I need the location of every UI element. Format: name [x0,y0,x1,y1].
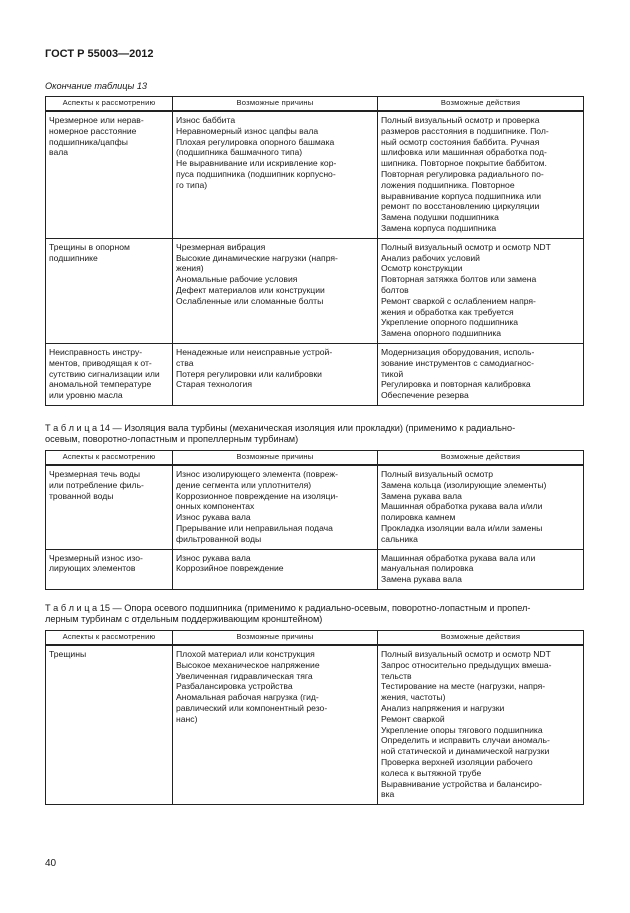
header-aspects: Аспекты к рассмотрению [46,97,173,112]
cell-line: Анализ напряжения и нагрузки [381,702,505,713]
cell-line: или потребление филь- [49,479,144,490]
table-row [46,111,584,238]
cell-line: вала [49,147,69,158]
cell-aspect [46,238,173,343]
cell-line: Замена рукава вала [381,490,462,501]
cell-line: Аномальные рабочие условия [176,274,298,285]
cell-line: Повторная регулировка радиального по- [381,168,544,179]
cell-line: размеров расстояния в подшипнике. Пол- [381,125,549,136]
caption-line: лерным турбинам с отдельным поддерживающим кронштейном) [45,614,323,624]
header-aspects: Аспекты к рассмотрению [46,631,173,646]
cell-line: болтов [381,284,409,295]
cell-line: Проверка верхней изоляции рабочего [381,756,533,767]
caption-line: Т а б л и ц а 15 — Опора осевого подшипника (применимо к радиально-осевым, поворотно-лопастным и пропел- [45,603,531,613]
cell-line: Полный визуальный осмотр и осмотр NDT [381,241,551,252]
cell-cause [173,238,378,343]
header-aspects: Аспекты к рассмотрению [46,451,173,466]
cell-line: Регулировка и повторная калибровка [381,379,531,390]
cell-line: Чрезмерная вибрация [176,241,266,252]
cell-line: Полный визуальный осмотр и проверка [381,115,540,125]
cell-line: лирующих элементов [49,563,136,574]
cell-line: колеса к вытяжной трубе [381,767,482,778]
cell-line: Разбалансировка устройства [176,681,293,692]
cell-line: Ненадежные или неисправные устрой- [176,346,333,357]
cell-line: фильтрованной воды [176,533,262,544]
header-causes: Возможные причины [173,451,378,466]
cell-action [378,238,584,343]
cell-line: или уровню масла [49,390,123,401]
cell-line: Обеспечение резерва [381,390,469,401]
cell-line: вка [381,789,395,800]
cell-line: онных компонентах [176,501,255,512]
cell-line: жения, частоты) [381,692,446,703]
cell-line: Коррозионное повреждение на изоляци- [176,490,339,501]
cell-line: ства [176,357,194,368]
cell-aspect [46,343,173,405]
cell-line: зование инструментов с самодиагнос- [381,357,534,368]
cell-line: выравнивание корпуса подшипника или [381,190,541,201]
cell-line: Неравномерный износ цапфы вала [176,125,319,136]
cell-line: сальника [381,533,418,544]
cell-action [378,645,584,805]
cell-line: Укрепление опорного подшипника [381,317,519,328]
cell-line: Укрепление опоры тягового подшипника [381,724,543,735]
cell-line: Машинная обработка рукава вала или [381,552,536,563]
header-causes: Возможные причины [173,631,378,646]
cell-action [378,549,584,589]
cell-line: дение сегмента или уплотнителя) [176,479,312,490]
cell-line: жения и обработка как требуется [381,306,514,317]
cell-line: Высокие динамические нагрузки (напря- [176,252,338,263]
header-actions: Возможные действия [378,97,584,112]
cell-line: Выравнивание устройства и балансиро- [381,778,542,789]
cell-line: Осмотр конструкции [381,263,463,274]
cell-cause [173,343,378,405]
caption-line: осевым, поворотно-лопастным и пропеллерным турбинам) [45,434,299,444]
cell-line: трованной воды [49,490,114,501]
cell-line: Замена подушки подшипника [381,212,499,223]
cell-line: Ремонт сваркой с ослаблением напря- [381,295,536,306]
cell-line: Аномальная рабочая нагрузка (гид- [176,692,319,703]
cell-line: полировка камнем [381,512,456,523]
cell-line: Дефект материалов или конструкции [176,284,325,295]
page-number: 40 [45,858,57,869]
cell-line: Высокое механическое напряжение [176,659,320,670]
cell-line: (подшипника башмачного типа) [176,147,303,158]
table13-caption: Окончание таблицы 13 [45,81,148,91]
cell-line: Запрос относительно предыдущих вмеша- [381,659,552,670]
table-15 [45,630,584,805]
cell-line: Износ рукава вала [176,512,251,523]
cell-action [378,343,584,405]
cell-line: Износ изолирующего элемента (повреж- [176,469,339,479]
cell-action [378,465,584,549]
table-row [46,343,584,405]
cell-line: нанс) [176,713,198,724]
cell-cause [173,645,378,805]
cell-line: Прокладка изоляции вала и/или замены [381,522,543,533]
cell-line: ной статической и динамической нагрузки [381,746,550,757]
cell-line: номерное расстояние [49,125,137,136]
cell-action [378,111,584,238]
cell-line: Плохой материал или конструкция [176,649,315,659]
cell-line: Прерывание или неправильная подача [176,522,333,533]
cell-line: Тестирование на месте (нагрузки, напря- [381,681,546,692]
table-13 [45,96,584,406]
cell-aspect [46,465,173,549]
cell-line: аномальной температуре [49,379,152,390]
cell-line: жения) [176,263,204,274]
cell-line: подшипнике [49,252,98,263]
cell-aspect [46,549,173,589]
cell-line: шлифовка или машинная обработка под- [381,147,547,158]
cell-line: Износ рукава вала [176,552,251,563]
cell-line: Чрезмерный износ изо- [49,552,143,563]
cell-line: Ослабленные или сломанные болты [176,295,324,306]
document-header: ГОСТ Р 55003—2012 [45,48,154,60]
cell-line: Определить и исправить случаи аномаль- [381,735,550,746]
cell-line: Старая технология [176,379,252,390]
table-row [46,465,584,549]
cell-line: Трещины в опорном [49,241,130,252]
cell-line: мануальная полировка [381,563,474,574]
cell-line: Увеличенная гидравлическая тяга [176,670,313,681]
cell-line: Анализ рабочих условий [381,252,480,263]
cell-line: Плохая регулировка опорного башмака [176,136,335,147]
cell-line: Чрезмерное или нерав- [49,115,144,125]
cell-line: Потеря регулировки или калибровки [176,368,322,379]
cell-line: Замена опорного подшипника [381,328,502,339]
cell-line: Замена корпуса подшипника [381,222,497,233]
table-14 [45,450,584,590]
cell-line: Чрезмерная течь воды [49,469,140,479]
caption-line: Т а б л и ц а 14 — Изоляция вала турбины (механическая изоляция или прокладки) (применимо к радиально- [45,423,516,433]
cell-line: пуса подшипника (подшипник корпусно- [176,168,336,179]
cell-line: ложения подшипника. Повторное [381,179,515,190]
cell-line: го типа) [176,179,208,190]
cell-line: Не выравнивание или искривление кор- [176,158,337,169]
cell-line: Трещины [49,649,87,659]
cell-line: Замена рукава вала [381,574,462,585]
cell-cause [173,111,378,238]
cell-cause [173,465,378,549]
cell-line: Повторная затяжка болтов или замена [381,274,537,285]
cell-line: шипника. Повторное покрытие баббитом. [381,158,547,169]
cell-line: Износ баббита [176,115,236,125]
cell-line: тикой [381,368,404,379]
cell-line: Модернизация оборудования, исполь- [381,346,535,357]
cell-line: ный осмотр состояния баббита. Ручная [381,136,540,147]
table14-caption [45,423,585,445]
table-row [46,549,584,589]
header-causes: Возможные причины [173,97,378,112]
cell-line: тельств [381,670,412,681]
cell-line: подшипника/цапфы [49,136,128,147]
cell-line: Полный визуальный осмотр и осмотр NDT [381,649,551,659]
cell-line: Машинная обработка рукава вала и/или [381,501,543,512]
cell-cause [173,549,378,589]
cell-line: Полный визуальный осмотр [381,469,493,479]
table-row [46,238,584,343]
cell-line: Коррозийное повреждение [176,563,284,574]
cell-line: ментов, приводящая к от- [49,357,152,368]
header-actions: Возможные действия [378,631,584,646]
table-row [46,645,584,805]
cell-line: равлический или компонентный резо- [176,702,328,713]
cell-line: сутствию сигнализации или [49,368,160,379]
cell-aspect [46,645,173,805]
header-actions: Возможные действия [378,451,584,466]
cell-line: Неисправность инстру- [49,346,143,357]
cell-line: Замена кольца (изолирующие элементы) [381,479,547,490]
cell-aspect [46,111,173,238]
cell-line: Ремонт сваркой [381,713,445,724]
cell-line: ремонт по восстановлению циркуляции [381,201,540,212]
table15-caption [45,603,585,625]
